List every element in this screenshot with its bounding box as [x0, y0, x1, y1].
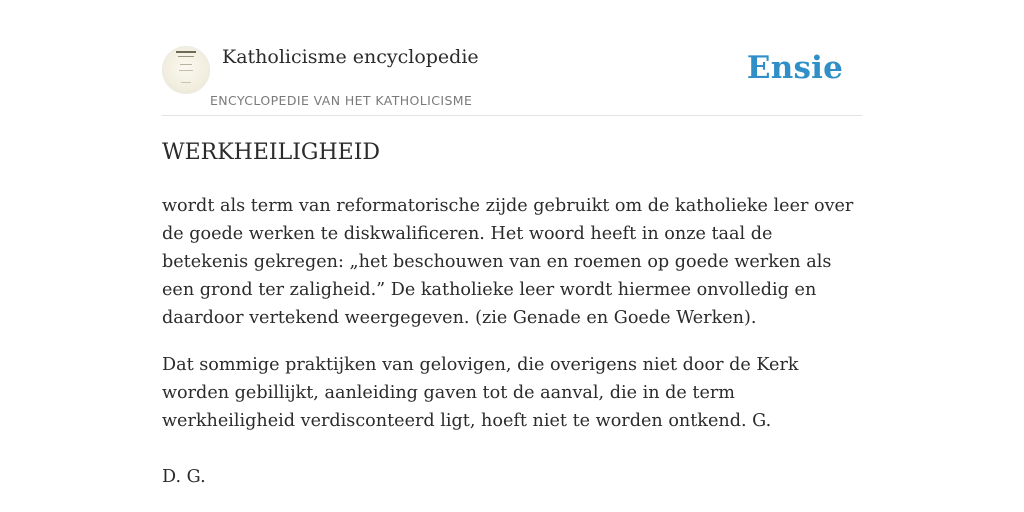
author-signature: D. G.: [162, 467, 206, 487]
encyclopedia-title-link[interactable]: Katholicisme encyclopedie: [222, 46, 479, 68]
site-header: [162, 0, 862, 116]
article-title: WERKHEILIGHEID: [162, 140, 381, 165]
cover-title-line: [176, 51, 196, 53]
encyclopedia-cover-image[interactable]: [162, 46, 210, 94]
ensie-logo-link[interactable]: Ensie: [746, 50, 843, 86]
cover-text-line: [181, 82, 191, 83]
cover-subtitle-line: [178, 56, 194, 57]
article-paragraph: Dat sommige praktijken van gelovigen, die overigens niet door de Kerk worden gebillijkt, aanleiding gaven tot de aanval, die in de term werkheiligheid verdisconteerd ligt, hoeft niet te worden ontkend. G.: [162, 355, 799, 431]
article-paragraph: wordt als term van reformatorische zijde gebruikt om de katholieke leer over de goede werken te diskwalificeren. Het woord heeft in onze taal de betekenis gekregen: „het beschouwen van en roemen op goede werken als een grond ter zaligheid.” De katholieke leer wordt hiermee onvolledig en daardoor vertekend weergegeven. (zie Genade en Goede Werken).: [162, 196, 854, 328]
cover-text-line: [180, 64, 192, 65]
encyclopedia-subtitle: ENCYCLOPEDIE VAN HET KATHOLICISME: [210, 93, 473, 108]
cover-text-line: [179, 70, 193, 71]
page: [162, 0, 862, 512]
